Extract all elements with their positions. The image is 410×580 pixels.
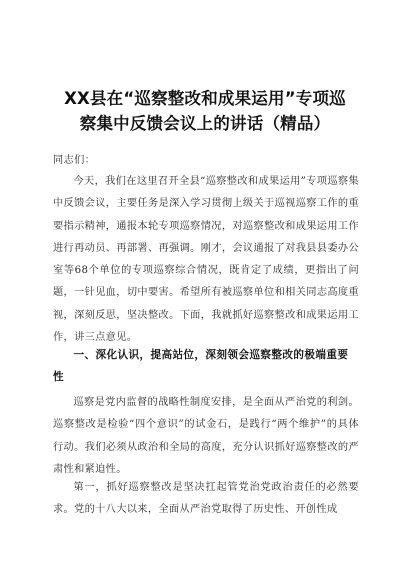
title-line-1: XX县在“巡察整改和成果运用”专项巡 xyxy=(64,89,346,108)
paragraph-intro: 今天，我们在这里召开全县“巡察整改和成果运用”专项巡察集中反馈会议，主要任务是深入学习贯彻上级关于巡视巡察工作的重要指示精神，通报本轮专项巡察情况，对巡察整改和成果运用工作进行再动员、再部署、再强调。刚才，会议通报了对我县县委办公室等68个单位的专项巡察综合情况，既肯定了成绩，更指出了问题，一针见血，切中要害。希望所有被巡察单位和相关同志高度重视，深刻反思，坚决整改。下面，我就抓好巡察整改和成果运用工作，讲三点意见。 xyxy=(53,176,359,344)
paragraph-point-one: 第一，抓好巡察整改是坚决扛起管党治党政治责任的必然要求。党的十八大以来，全面从严治党取得了历史性、开创性成 xyxy=(53,482,359,516)
salutation: 同志们： xyxy=(53,155,96,166)
section-heading-1: 一、深化认识，提高站位，深刻领会巡察整改的极端重要性 xyxy=(53,349,349,384)
paragraph-inspection-importance: 巡察是党内监督的战略性制度安排，是全面从严治党的利剑。巡察整改是检验“四个意识”的试金石，是践行“两个维护”的具体行动。我们必须从政治和全局的高度，充分认识抓好巡察整改的严肃性和紧迫性。 xyxy=(53,397,359,475)
document-title xyxy=(44,86,366,136)
title-line-2: 察集中反馈会议上的讲话（精品） xyxy=(79,114,331,133)
